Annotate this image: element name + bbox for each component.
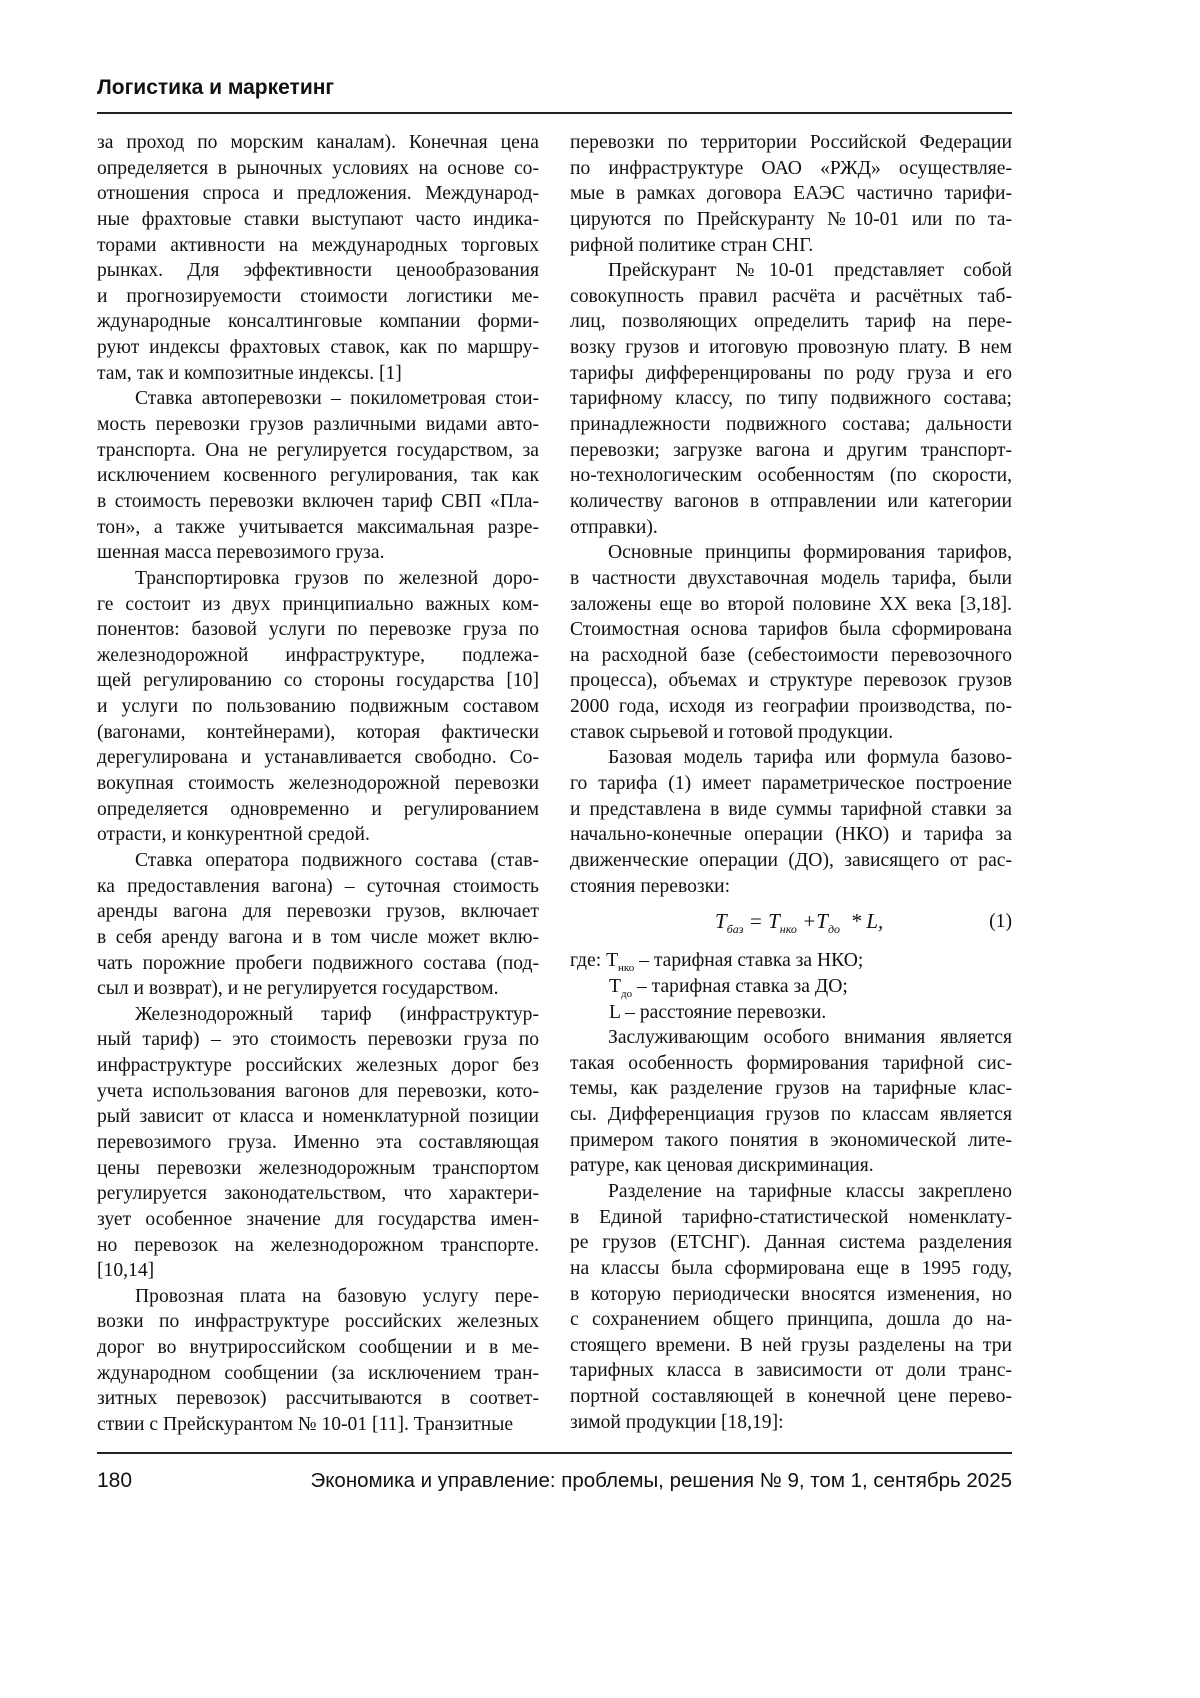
text-line: исключением косвенного регулирования, так как — [97, 463, 539, 489]
text-line: инфраструктуре российских железных дорог без — [97, 1053, 539, 1079]
text-line: аренды вагона для перевозки грузов, включает — [97, 899, 539, 925]
text-line: определяется одновременно и регулированием — [97, 797, 539, 823]
legend-symbol: T — [606, 950, 618, 971]
legend-where: где: — [570, 950, 606, 971]
paragraph — [97, 1002, 539, 1284]
formula-number: (1) — [989, 909, 1012, 935]
text-line: начально-конечные операции (НКО) и тарифа за — [570, 822, 1012, 848]
legend-sub: до — [621, 988, 632, 1000]
journal-info: Экономика и управление: проблемы, решения № 9, том 1, сентябрь 2025 — [311, 1469, 1013, 1493]
text-line: заложены еще во второй половине XX века [3,18]. — [570, 592, 1012, 618]
text-line: вокупная стоимость железнодорожной перевозки — [97, 771, 539, 797]
paragraph — [570, 258, 1012, 540]
text-line: перевозки по территории Российской Федерации — [570, 130, 1012, 156]
text-line: Ставка автоперевозки – покилометровая стои- — [97, 386, 539, 412]
text-line: [10,14] — [97, 1258, 539, 1284]
paragraph — [97, 566, 539, 848]
text-line: количеству вагонов в отправлении или категории — [570, 489, 1012, 515]
text-line: Транспортировка грузов по железной доро- — [97, 566, 539, 592]
text-line: стоящего времени. В ней грузы разделены на три — [570, 1333, 1012, 1359]
text-line: го тарифа (1) имеет параметрическое построение — [570, 771, 1012, 797]
page-number: 180 — [97, 1469, 132, 1493]
text-line: но-технологическим особенностям (по скорости, — [570, 463, 1012, 489]
text-line: темы, как разделение грузов на тарифные клас- — [570, 1076, 1012, 1102]
text-line: руют индексы фрахтовых ставок, как по маршру- — [97, 335, 539, 361]
text-line: принадлежности подвижного состава; дальности — [570, 412, 1012, 438]
legend-line — [570, 948, 1012, 974]
text-line: транспорта. Она не регулируется государством, за — [97, 438, 539, 464]
formula-op: + — [797, 909, 816, 933]
text-line: ставок сырьевой и готовой продукции. — [570, 720, 1012, 746]
text-line: сы. Дифференциация грузов по классам является — [570, 1102, 1012, 1128]
text-line: ные фрахтовые ставки выступают часто индика- — [97, 207, 539, 233]
text-line: рынках. Для эффективности ценообразования — [97, 258, 539, 284]
text-line: в Единой тарифно-статистической номенклату- — [570, 1205, 1012, 1231]
text-line: отрасти, и конкурентной средой. — [97, 822, 539, 848]
text-line: Железнодорожный тариф (инфраструктур- — [97, 1002, 539, 1028]
text-line: ратуре, как ценовая дискриминация. — [570, 1153, 1012, 1179]
text-line: торами активности на международных торговых — [97, 233, 539, 259]
text-line: процесса), объемах и структуре перевозок грузов — [570, 668, 1012, 694]
text-line: по инфраструктуре ОАО «РЖД» осуществляе- — [570, 156, 1012, 182]
text-line: зует особенное значение для государства имен- — [97, 1207, 539, 1233]
formula-symbol: T — [816, 909, 828, 933]
text-line: лиц, позволяющих определить тариф на пере- — [570, 309, 1012, 335]
text-line: отношения спроса и предложения. Международ- — [97, 181, 539, 207]
paragraph — [97, 848, 539, 1002]
footer-divider — [97, 1452, 1012, 1454]
text-line: за проход по морским каналам). Конечная цена — [97, 130, 539, 156]
text-line: ждународном сообщении (за исключением тран- — [97, 1361, 539, 1387]
paragraph — [97, 386, 539, 565]
text-line: сыл и возврат), и не регулируется государством. — [97, 976, 539, 1002]
section-title: Логистика и маркетинг — [97, 76, 334, 100]
text-line: в которую периодически вносятся изменения, но — [570, 1282, 1012, 1308]
text-line: ка предоставления вагона) – суточная стоимость — [97, 874, 539, 900]
text-line: (вагонами, контейнерами), которая фактически — [97, 720, 539, 746]
text-line: мые в рамках договора ЕАЭС частично тарифи- — [570, 181, 1012, 207]
text-line: рифной политике стран СНГ. — [570, 233, 1012, 259]
paragraph — [97, 130, 539, 386]
text-line: 2000 года, исходя из географии производства, по- — [570, 694, 1012, 720]
text-line: железнодорожной инфраструктуре, подлежа- — [97, 643, 539, 669]
text-line: чать порожние пробеги подвижного состава (под- — [97, 951, 539, 977]
formula-sub: до — [828, 922, 840, 936]
text-line: там, так и композитные индексы. [1] — [97, 361, 539, 387]
text-line: и представлена в виде суммы тарифной ставки за — [570, 797, 1012, 823]
formula-sub: нко — [780, 922, 797, 936]
text-line: в стоимость перевозки включен тариф СВП «Пла- — [97, 489, 539, 515]
formula-op: = — [743, 909, 768, 933]
text-line: тарифы дифференцированы по роду груза и его — [570, 361, 1012, 387]
text-line: Ставка оператора подвижного состава (став- — [97, 848, 539, 874]
text-line: ждународные консалтинговые компании форми- — [97, 309, 539, 335]
text-line: рый зависит от класса и номенклатурной позиции — [97, 1104, 539, 1130]
legend-symbol: T — [609, 976, 621, 997]
legend-text: – тарифная ставка за НКО; — [634, 950, 863, 971]
text-line: понентов: базовой услуги по перевозке груза по — [97, 617, 539, 643]
text-line: движенческие операции (ДО), зависящего от рас- — [570, 848, 1012, 874]
paragraph — [97, 1284, 539, 1438]
text-line: дерегулирована и устанавливается свободно. Со- — [97, 745, 539, 771]
text-line: ный тариф) – это стоимость перевозки груза по — [97, 1027, 539, 1053]
formula — [570, 899, 1012, 948]
text-line: Основные принципы формирования тарифов, — [570, 540, 1012, 566]
legend-line — [570, 974, 1012, 1000]
text-line: стояния перевозки: — [570, 874, 1012, 900]
text-line: определяется в рыночных условиях на основе со- — [97, 156, 539, 182]
text-line: и прогнозируемости стоимости логистики ме- — [97, 284, 539, 310]
text-line: портной составляющей в конечной цене перево- — [570, 1384, 1012, 1410]
paragraph — [570, 1179, 1012, 1435]
text-line: шенная масса перевозимого груза. — [97, 540, 539, 566]
text-line: примером такого понятия в экономической лите- — [570, 1128, 1012, 1154]
text-line: на классы была сформирована еще в 1995 году, — [570, 1256, 1012, 1282]
formula-symbol: T — [768, 909, 780, 933]
right-paragraphs-after — [570, 1025, 1012, 1435]
paragraph — [570, 1025, 1012, 1179]
text-line: зитных перевозок) рассчитываются в соответ- — [97, 1386, 539, 1412]
text-line: и услуги по пользованию подвижным составом — [97, 694, 539, 720]
text-line: ге состоит из двух принципиально важных ком- — [97, 592, 539, 618]
text-line: тарифному классу, по типу подвижного состава; — [570, 386, 1012, 412]
text-line: ре грузов (ЕТСНГ). Данная система разделения — [570, 1230, 1012, 1256]
paragraph — [570, 540, 1012, 745]
text-line: совокупность правил расчёта и расчётных таб- — [570, 284, 1012, 310]
text-line: щей регулированию со стороны государства [10] — [97, 668, 539, 694]
text-line: возку грузов и итоговую провозную плату. В нем — [570, 335, 1012, 361]
formula-op: * L, — [840, 909, 883, 933]
text-line: цируются по Прейскуранту №10-01 или по та- — [570, 207, 1012, 233]
text-line: цены перевозки железнодорожным транспортом — [97, 1156, 539, 1182]
formula-expression — [715, 909, 883, 943]
formula-legend — [570, 948, 1012, 1025]
text-line: такая особенность формирования тарифной сис- — [570, 1051, 1012, 1077]
text-line: зимой продукции [18,19]: — [570, 1410, 1012, 1436]
text-line: ствии с Прейскурантом № 10-01 [11]. Транзитные — [97, 1412, 539, 1438]
text-line: мость перевозки грузов различными видами авто- — [97, 412, 539, 438]
text-line: Базовая модель тарифа или формула базово- — [570, 745, 1012, 771]
text-line: возки по инфраструктуре российских железных — [97, 1309, 539, 1335]
text-line: учета использования вагонов для перевозки, кото- — [97, 1079, 539, 1105]
right-paragraphs-before — [570, 130, 1012, 899]
legend-text: – тарифная ставка за ДО; — [632, 976, 848, 997]
text-line: в себя аренду вагона и в том числе может вклю- — [97, 925, 539, 951]
text-line: регулируется законодательством, что характери- — [97, 1181, 539, 1207]
text-line: но перевозок на железнодорожном транспорте. — [97, 1233, 539, 1259]
right-column — [570, 130, 1012, 1435]
text-line: с сохранением общего принципа, дошла до на- — [570, 1307, 1012, 1333]
text-line: Разделение на тарифные классы закреплено — [570, 1179, 1012, 1205]
legend-line: L – расстояние перевозки. — [570, 1000, 1012, 1026]
left-column — [97, 130, 539, 1438]
paragraph — [570, 130, 1012, 258]
text-line: дорог во внутрироссийском сообщении и в ме- — [97, 1335, 539, 1361]
formula-sub: баз — [727, 922, 744, 936]
text-line: тарифных класса в зависимости от доли транс- — [570, 1358, 1012, 1384]
text-line: Заслуживающим особого внимания является — [570, 1025, 1012, 1051]
paragraph — [570, 745, 1012, 899]
text-line: перевозимого груза. Именно эта составляющая — [97, 1130, 539, 1156]
text-line: отправки). — [570, 515, 1012, 541]
text-line: Прейскурант №10-01 представляет собой — [570, 258, 1012, 284]
left-paragraphs — [97, 130, 539, 1438]
text-line: в частности двухставочная модель тарифа, были — [570, 566, 1012, 592]
text-line: тон», а также учитывается максимальная разре- — [97, 515, 539, 541]
text-line: Провозная плата на базовую услугу пере- — [97, 1284, 539, 1310]
text-line: перевозки; загрузке вагона и другим транспорт- — [570, 438, 1012, 464]
text-line: на расходной базе (себестоимости перевозочного — [570, 643, 1012, 669]
header-divider — [97, 112, 1012, 114]
legend-sub: нко — [618, 962, 634, 974]
text-line: Стоимостная основа тарифов была сформирована — [570, 617, 1012, 643]
formula-symbol: T — [715, 909, 727, 933]
